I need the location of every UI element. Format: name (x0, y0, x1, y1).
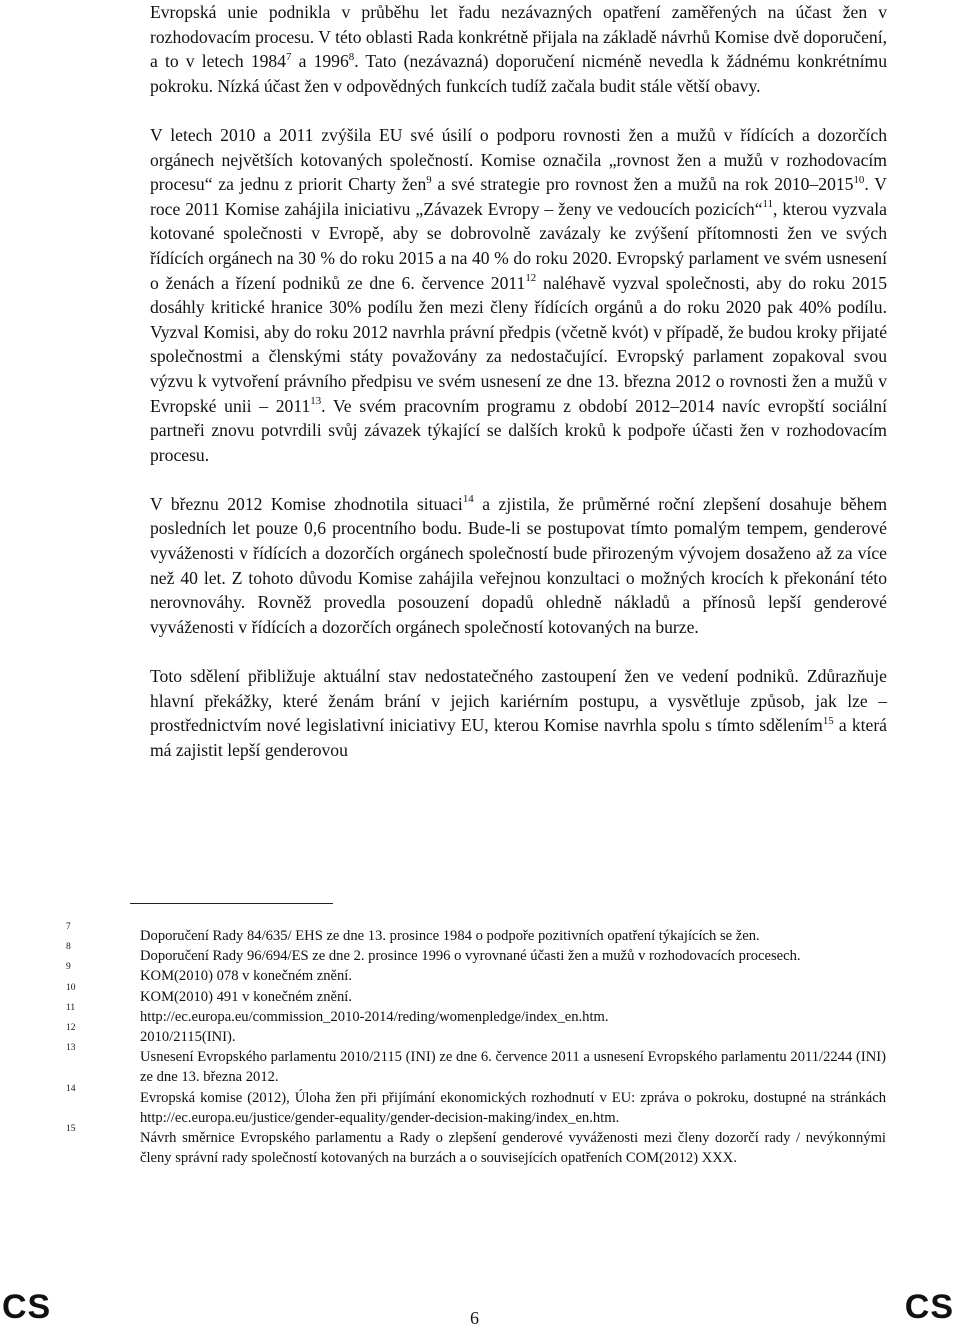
paragraph-4: Toto sdělení přibližuje aktuální stav nedostatečného zastoupení žen ve vedení podniků. Zdůrazňuje hlavní překážky, které ženám brání v jejich kariérním postupu, a vysvětluje způsob, jak lze – prostřednictvím nové legislativní iniciativy EU, kterou Komise navrhla spolu s tímto sdělením$^{15}$ a která má zajistit lepší genderovou (150, 666, 887, 760)
footnote-number: 14 (66, 1083, 76, 1094)
footnote-ref-7[interactable]: 7 (286, 50, 292, 63)
footnote-11 (66, 1002, 886, 1027)
footnote-link[interactable]: http://ec.europa.eu/commission_2010-2014/reding/womenpledge/index_en.htm. (140, 1008, 609, 1025)
paragraph-3: V březnu 2012 Komise zhodnotila situaci$^{14}$ a zjistila, že průměrné roční zlepšení dosahuje během posledních let pouze 0,6 procentního bodu. Bude-li se postupovat tímto pomalým tempem, genderové vyváženosti v řídících a dozorčích orgánech společností bude přirozeným vývojem dosaženo až za více než 40 let. Z tohoto důvodu Komise zahájila veřejnou konzultaci o možných krocích k překonání této nerovnováhy. Rovněž provedla posouzení dopadů ohledně nákladů a přínosů lepší genderové vyváženosti v řídících a dozorčích orgánech společností kotovaných na burze. (150, 493, 887, 637)
footnote-number: 7 (66, 922, 71, 932)
footnote-ref-9[interactable]: 9 (426, 173, 432, 186)
footnote-text: Doporučení Rady 96/694/ES ze dne 2. prosince 1996 o vyrovnané účasti žen a mužů v rozhodovacích procesech. (140, 948, 801, 965)
footnote-ref-8[interactable]: 8 (348, 50, 355, 63)
footnote-15 (66, 1124, 886, 1168)
page-number: 6 (470, 1308, 479, 1328)
main-text (150, 0, 887, 787)
footnote-text: KOM(2010) 491 v konečném znění. (140, 988, 352, 1005)
footnote-text: KOM(2010) 078 v konečném znění. (140, 968, 352, 985)
language-code-right: CS (904, 1288, 954, 1326)
footnote-13 (66, 1043, 886, 1087)
footnote-ref-10[interactable]: 10 (853, 173, 865, 186)
footnote-divider (130, 903, 333, 904)
footnote-number: 11 (66, 1002, 76, 1013)
footnotes (66, 922, 886, 1168)
footnote-text: Evropská komise (2012), Úloha žen při přijímání ekonomických rozhodnutí v EU: zpráva o pokroku, dostupné na stránkách http://ec.europa.eu/justice/gender-equality/gender-decision-making/index_en.htm. (140, 1089, 886, 1126)
footnote-ref-15[interactable]: 15 (822, 714, 834, 727)
language-code-left: CS (2, 1288, 52, 1326)
footnote-8 (66, 942, 886, 966)
footnote-10 (66, 982, 886, 1007)
footnote-number: 13 (66, 1043, 76, 1054)
footnote-number: 15 (66, 1124, 76, 1135)
footnote-ref-12[interactable]: 12 (525, 272, 537, 285)
footnote-7 (66, 922, 886, 946)
page-footer (0, 1278, 960, 1330)
footnote-ref-11[interactable]: 11 (762, 198, 774, 211)
footnote-9 (66, 962, 886, 986)
paragraph-2: V letech 2010 a 2011 zvýšila EU své úsilí o podporu rovnosti žen a mužů v řídících a dozorčích orgánech největších kotovaných společností. Komise označila „rovnost žen a mužů v rozhodovacím procesu“ za jednu z priorit Charty žen$^9$ a své strategie pro rovnost žen a mužů na rok 2010–2015$^{10}$. V roce 2011 Komise zahájila iniciativu „Závazek Evropy – ženy ve vedoucích pozicích“$^{11}$, kterou vyzvala kotované společnosti v Evropě, aby se dobrovolně zavázaly ke zvýšení přítomnosti žen ve svých řídících orgánech na 30 % do roku 2015 a na 40 % do roku 2020. Evropský parlament ve svém usnesení o ženách a řízení podniků ze dne 6. července 2011$^{12}$ naléhavě vyzval společnosti, aby do roku 2015 dosáhly kritické hranice 30% podílu žen mezi členy řídících orgánů a do roku 2020 pak 40% podílu. Vyzval Komisi, aby do roku 2012 navrhla právní předpis (včetně kvót) v případě, že budou kroky přijaté společnostmi a členskými státy považovány za nedostačující. Evropský parlament zopakoval svou výzvu k vytvoření právního předpisu ve svém usnesení ze dne 13. března 2012 o rovnosti žen a mužů v Evropské unii – 2011$^{13}$. Ve svém pracovním programu z období 2012–2014 navíc evropští sociální partneři znovu potvrdili svůj závazek týkající se dalších kroků k podpoře účasti žen v rozhodovacím procesu. (150, 124, 887, 465)
footnote-ref-13[interactable]: 13 (310, 395, 322, 408)
footnote-12 (66, 1023, 886, 1047)
footnote-text: 2010/2115(INI). (140, 1029, 236, 1046)
footnote-number: 12 (66, 1023, 76, 1034)
footnote-number: 9 (66, 962, 71, 973)
footnote-14 (66, 1083, 886, 1128)
footnote-number: 10 (66, 982, 76, 993)
footnote-text: Doporučení Rady 84/635/ EHS ze dne 13. prosince 1984 o podpoře pozitivních opatření týkajících se žen. (140, 928, 760, 944)
footnote-text: Usnesení Evropského parlamentu 2010/2115 (INI) ze dne 6. července 2011 a usnesení Evropského parlamentu 2011/2244 (INI) ze dne 13. března 2012. (140, 1049, 886, 1086)
footnote-ref-14[interactable]: 14 (462, 493, 474, 506)
paragraph-1: Evropská unie podnikla v průběhu let řadu nezávazných opatření zaměřených na účast žen v rozhodovacím procesu. V této oblasti Rada konkrétně přijala na základě návrhů Komise dvě doporučení, a to v letech 1984$^7$ a 1996$^8$. Tato (nezávazná) doporučení nicméně nevedla k žádnému konkrétnímu pokroku. Nízká účast žen v odpovědných funkcích tudíž začala budit stále větší obavy. (150, 2, 888, 96)
footnote-text: Návrh směrnice Evropského parlamentu a Rady o zlepšení genderové vyváženosti mezi členy dozorčí rady / nevýkonnými členy správní rady společností kotovaných na burzách a o souvisejících opatřeních COM(2012) XXX. (140, 1130, 886, 1167)
footnote-number: 8 (66, 942, 71, 953)
